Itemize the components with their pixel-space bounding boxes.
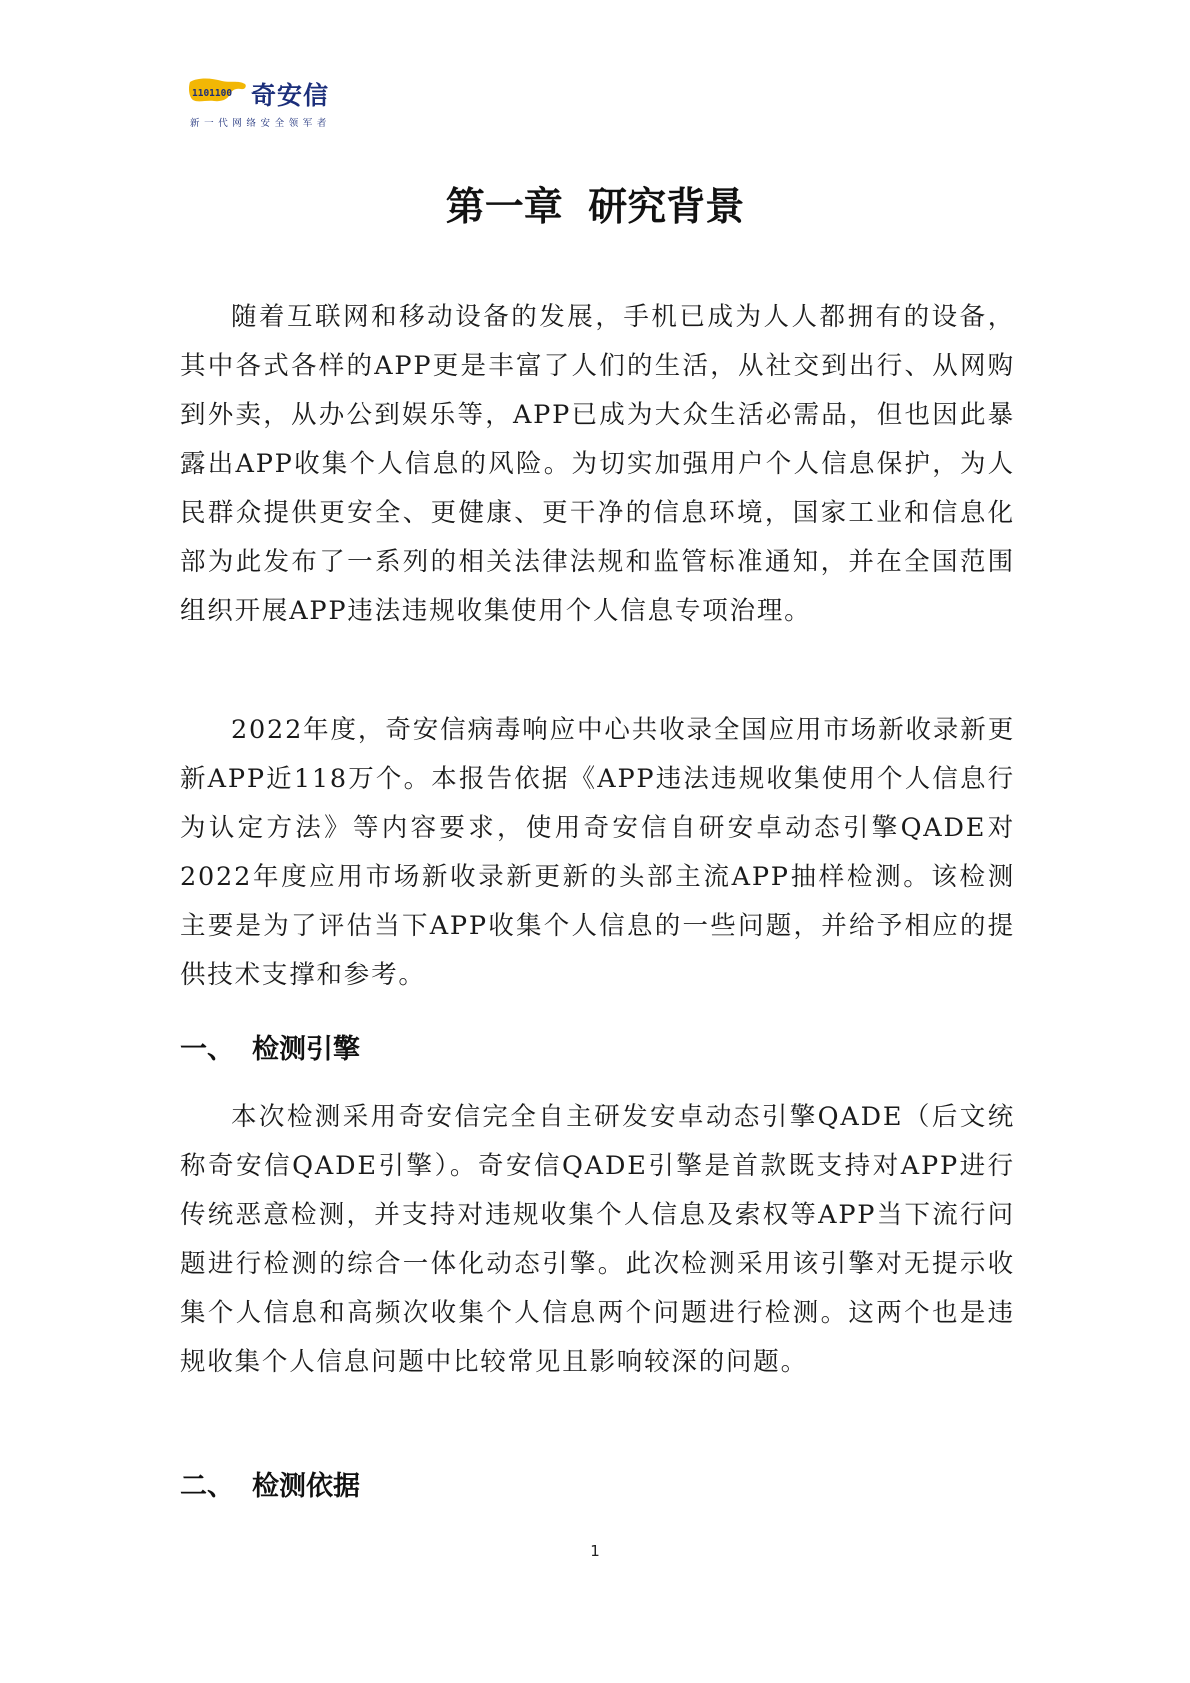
section-heading — [180, 1464, 360, 1503]
section-heading — [180, 1027, 360, 1066]
section-title: 检测依据 — [252, 1471, 360, 1502]
body-paragraph: 本次检测采用奇安信完全自主研发安卓动态引擎QADE（后文统称奇安信QADE引擎）。奇安信QADE引擎是首款既支持对APP进行传统恶意检测，并支持对违规收集个人信息及索权等APP当下流行问题进行检测的综合一体化动态引擎。此次检测采用该引擎对无提示收集个人信息和高频次收集个人信息两个问题进行检测。这两个也是违规收集个人信息问题中比较常见且影响较深的问题。 — [180, 1102, 1015, 1377]
page-number: 1 — [590, 1542, 600, 1560]
section-number: 二、 — [180, 1471, 234, 1502]
section-number: 一、 — [180, 1034, 234, 1065]
company-logo — [188, 70, 378, 130]
logo-slogan: 新一代网络安全领军者 — [190, 118, 332, 129]
body-paragraph: 随着互联网和移动设备的发展，手机已成为人人都拥有的设备，其中各式各样的APP更是丰富了人们的生活，从社交到出行、从网购到外卖，从办公到娱乐等，APP已成为大众生活必需品，但也因此暴露出APP收集个人信息的风险。为切实加强用户个人信息保护，为人民群众提供更安全、更健康、更干净的信息环境，国家工业和信息化部为此发布了一系列的相关法律法规和监管标准通知，并在全国范围组织开展APP违法违规收集使用个人信息专项治理。 — [180, 302, 1015, 626]
logo-name: 奇安信 — [251, 81, 330, 110]
section-title: 检测引擎 — [252, 1034, 360, 1065]
body-paragraph: 2022年度，奇安信病毒响应中心共收录全国应用市场新收录新更新APP近118万个。本报告依据《APP违法违规收集使用个人信息行为认定方法》等内容要求，使用奇安信自研安卓动态引擎QADE对2022年度应用市场新收录新更新的头部主流APP抽样检测。该检测主要是为了评估当下APP收集个人信息的一些问题，并给予相应的提供技术支撑和参考。 — [180, 715, 1015, 990]
chapter-title: 第一章 研究背景 — [445, 185, 745, 230]
leopard-logo-icon — [188, 76, 248, 106]
logo-binary-text: 1101100 — [192, 88, 233, 99]
